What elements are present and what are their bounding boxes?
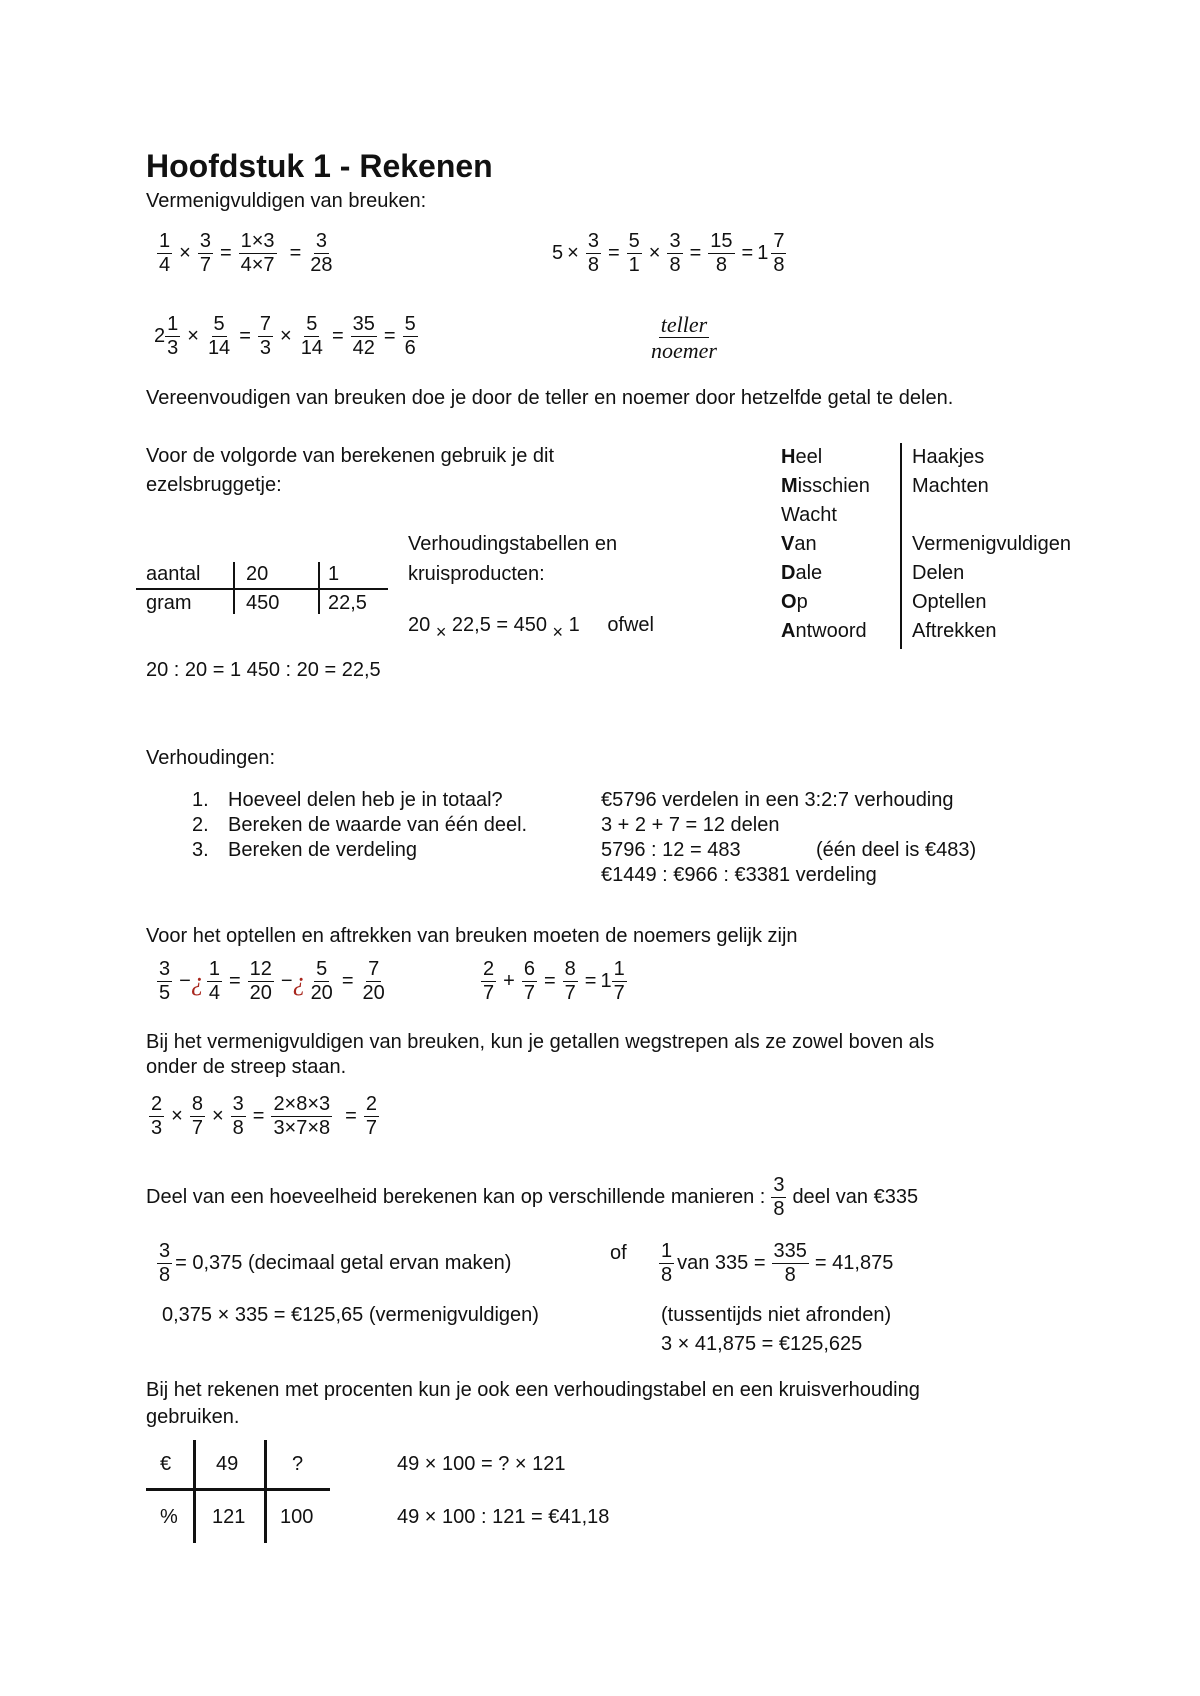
fraction: $\frac{5}{20}$: [310, 958, 333, 1004]
mult-example-1: $\frac{1}{4}$ × $\frac{3}{7}$ = $\frac{1\times 3}{4\times 7}$ = $\frac{3}{28}$: [159, 230, 333, 276]
steps-list: [192, 788, 527, 863]
or-label: of: [610, 1242, 627, 1264]
percent-table-label: €: [160, 1453, 172, 1475]
method-1-line-1: $\frac{3}{8}$ = 0,375 (decimaal getal ervan maken): [159, 1240, 512, 1286]
mnemonic-word: Wacht: [781, 504, 837, 526]
fraction: $\frac{3}{8}$: [669, 230, 681, 276]
fraction: $\frac{6}{7}$: [523, 958, 535, 1004]
percent-text-line-1: Bij het rekenen met procenten kun je ook een verhoudingstabel en een kruisverhouding: [146, 1379, 920, 1401]
fraction: $\frac{35}{42}$: [352, 313, 375, 359]
fraction: $\frac{335}{8}$: [773, 1240, 807, 1286]
percent-equation-1: 49 × 100 = ? × 121: [397, 1453, 566, 1475]
list-item: 1. Hoeveel delen heb je in totaal?: [192, 789, 503, 811]
mnemonic-meaning: Optellen: [912, 591, 987, 613]
method-1-line-2: 0,375 × 335 = €125,65 (vermenigvuldigen): [162, 1304, 539, 1326]
ratios-heading: Verhoudingen:: [146, 747, 276, 769]
add-sub-text: Voor het optellen en aftrekken van breuken moeten de noemers gelijk zijn: [146, 925, 798, 947]
mnemonic-meaning: Delen: [912, 562, 965, 584]
mult-example-3: 2 $\frac{1}{3}$ × $\frac{5}{14}$ = $\frac{7}{3}$ × $\frac{5}{14}$ = $\frac{35}{42}$ = $\frac{5}{6}$: [154, 313, 416, 359]
fraction: $\frac{2}{3}$: [151, 1093, 163, 1139]
mult-example-2: 5 × $\frac{3}{8}$ = $\frac{5}{1}$ × $\frac{3}{8}$ = $\frac{15}{8}$ = 1 $\frac{7}{8}$: [552, 230, 785, 276]
ratio-text-line-2: kruisproducten:: [408, 563, 545, 585]
mnemonic-meaning: Vermenigvuldigen: [912, 533, 1071, 555]
example-line: €1449 : €966 : €3381 verdeling: [601, 864, 877, 886]
fraction: $\frac{2}{7}$: [483, 958, 495, 1004]
fraction: $\frac{1\times 3}{4\times 7}$: [240, 230, 275, 276]
fraction: $\frac{7}{3}$: [259, 313, 271, 359]
mnemonic-meaning: Aftrekken: [912, 620, 997, 642]
add-example: $\frac{2}{7}$ + $\frac{6}{7}$ = $\frac{8}{7}$ = 1 $\frac{1}{7}$: [483, 958, 625, 1004]
percent-equation-2: 49 × 100 : 121 = €41,18: [397, 1506, 610, 1528]
ratio-table-cell: 20: [246, 563, 269, 585]
teller-noemer-fraction: $\frac{\text{teller}}{\text{noemer}}$: [651, 312, 717, 364]
ratio-table-cell: 450: [246, 592, 280, 614]
cancel-text-line-1: Bij het vermenigvuldigen van breuken, kun je getallen wegstrepen als ze zowel boven als: [146, 1031, 935, 1053]
order-text-line-2: ezelsbruggetje:: [146, 474, 282, 496]
fraction: $\frac{3}{8}$: [232, 1093, 244, 1139]
percent-table-vline: [193, 1440, 196, 1543]
division-line: 20 : 20 = 1 450 : 20 = 22,5: [146, 659, 381, 681]
fraction: $\frac{1}{7}$: [613, 958, 625, 1004]
mnemonic-word: Dale: [781, 562, 823, 584]
fraction: $\frac{5}{1}$: [628, 230, 640, 276]
fraction: $\frac{8}{7}$: [564, 958, 576, 1004]
fraction: $\frac{5}{14}$: [207, 313, 231, 359]
part-line: Deel van een hoeveelheid berekenen kan op verschillende manieren : $\frac{3}{8}$ deel van €335: [146, 1174, 919, 1220]
mnemonic-word: Op: [781, 591, 808, 613]
sub-example: $\frac{3}{5}$ − ¿ $\frac{1}{4}$ = $\frac{12}{20}$ − ¿ $\frac{5}{20}$ = $\frac{7}{20}$: [159, 958, 385, 1004]
ratio-table-label: aantal: [146, 563, 201, 585]
fraction: $\frac{15}{8}$: [710, 230, 733, 276]
percent-table-vline: [264, 1440, 267, 1543]
list-item: 3. Bereken de verdeling: [192, 839, 418, 861]
example-line: €5796 verdelen in een 3:2:7 verhouding: [601, 789, 954, 811]
simplify-text: Vereenvoudigen van breuken doe je door de teller en noemer door hetzelfde getal te delen.: [146, 387, 954, 409]
example-line: 5796 : 12 = 483 (één deel is €483): [601, 839, 977, 861]
fraction: $\frac{3}{8}$: [773, 1174, 785, 1220]
fraction: $\frac{3}{8}$: [159, 1240, 171, 1286]
mnemonic-word: Heel: [781, 446, 823, 468]
fraction: $\frac{12}{20}$: [249, 958, 272, 1004]
ratio-text-line-1: Verhoudingstabellen en: [408, 533, 618, 555]
percent-table-cell: ?: [292, 1453, 304, 1475]
ratio-table-vline: [233, 562, 235, 614]
fraction: $\frac{1}{4}$: [208, 958, 220, 1004]
mnemonic-meaning: [912, 501, 1071, 530]
ratio-table-label: gram: [146, 592, 192, 614]
percent-table-cell: 49: [216, 1453, 239, 1475]
percent-table-hline: [146, 1488, 330, 1491]
mnemonic-word: Van: [781, 533, 817, 555]
ratio-table-cell: 1: [328, 563, 340, 585]
fraction: $\frac{5}{6}$: [404, 313, 416, 359]
mnemonic-divider: [900, 443, 902, 649]
mnemonic-word: Misschien: [781, 475, 870, 497]
mnemonic-word: Antwoord: [781, 620, 867, 642]
ratio-table-hline: [136, 588, 388, 590]
ratio-example: [601, 788, 976, 888]
fraction: $\frac{5}{14}$: [300, 313, 323, 359]
fraction: $\frac{1}{3}$: [167, 313, 179, 359]
mnemonic-meanings: [912, 443, 1071, 646]
method-2-line-2: (tussentijds niet afronden): [661, 1304, 892, 1326]
page-title: Hoofdstuk 1 - Rekenen: [146, 148, 493, 184]
cancel-text-line-2: onder de streep staan.: [146, 1056, 347, 1078]
example-line: 3 + 2 + 7 = 12 delen: [601, 814, 780, 836]
fraction: $\frac{3}{5}$: [159, 958, 171, 1004]
percent-table-cell: 121: [212, 1506, 246, 1528]
fraction: $\frac{1}{4}$: [159, 230, 171, 276]
percent-table-label: %: [160, 1506, 178, 1528]
fraction: $\frac{2}{7}$: [365, 1093, 377, 1139]
fraction: $\frac{3}{8}$: [587, 230, 599, 276]
fraction: $\frac{7}{8}$: [773, 230, 785, 276]
ratio-table-vline: [318, 562, 320, 614]
fraction: $\frac{1}{8}$: [661, 1240, 673, 1286]
mult-heading: Vermenigvuldigen van breuken:: [146, 190, 427, 212]
list-item: 2. Bereken de waarde van één deel.: [192, 814, 528, 836]
fraction: $\frac{7}{20}$: [362, 958, 385, 1004]
fraction: $\frac{8}{7}$: [191, 1093, 203, 1139]
mnemonic-meaning: Haakjes: [912, 446, 985, 468]
method-2-line-1: $\frac{1}{8}$ van 335 = $\frac{335}{8}$ = 41,875: [661, 1240, 894, 1286]
percent-table-cell: 100: [280, 1506, 314, 1528]
fraction: $\frac{3}{7}$: [199, 230, 211, 276]
cross-product: 20 × 22,5 = 450 × 1 ofwel: [408, 614, 655, 642]
fraction: $\frac{2\times 8\times 3}{3\times 7\times 8}$: [273, 1093, 331, 1139]
mnemonic-meaning: Machten: [912, 475, 989, 497]
order-text-line-1: Voor de volgorde van berekenen gebruik je dit: [146, 445, 555, 467]
cancel-example: $\frac{2}{3}$ × $\frac{8}{7}$ × $\frac{3}{8}$ = $\frac{2\times 8\times 3}{3\times 7\times 8}$ = $\frac{2}{7}$: [151, 1093, 377, 1139]
mnemonic-words: [781, 443, 870, 646]
method-2-line-3: 3 × 41,875 = €125,625: [661, 1333, 863, 1355]
percent-text-line-2: gebruiken.: [146, 1406, 240, 1428]
fraction: $\frac{3}{28}$: [310, 230, 333, 276]
ratio-table-cell: 22,5: [328, 592, 367, 614]
